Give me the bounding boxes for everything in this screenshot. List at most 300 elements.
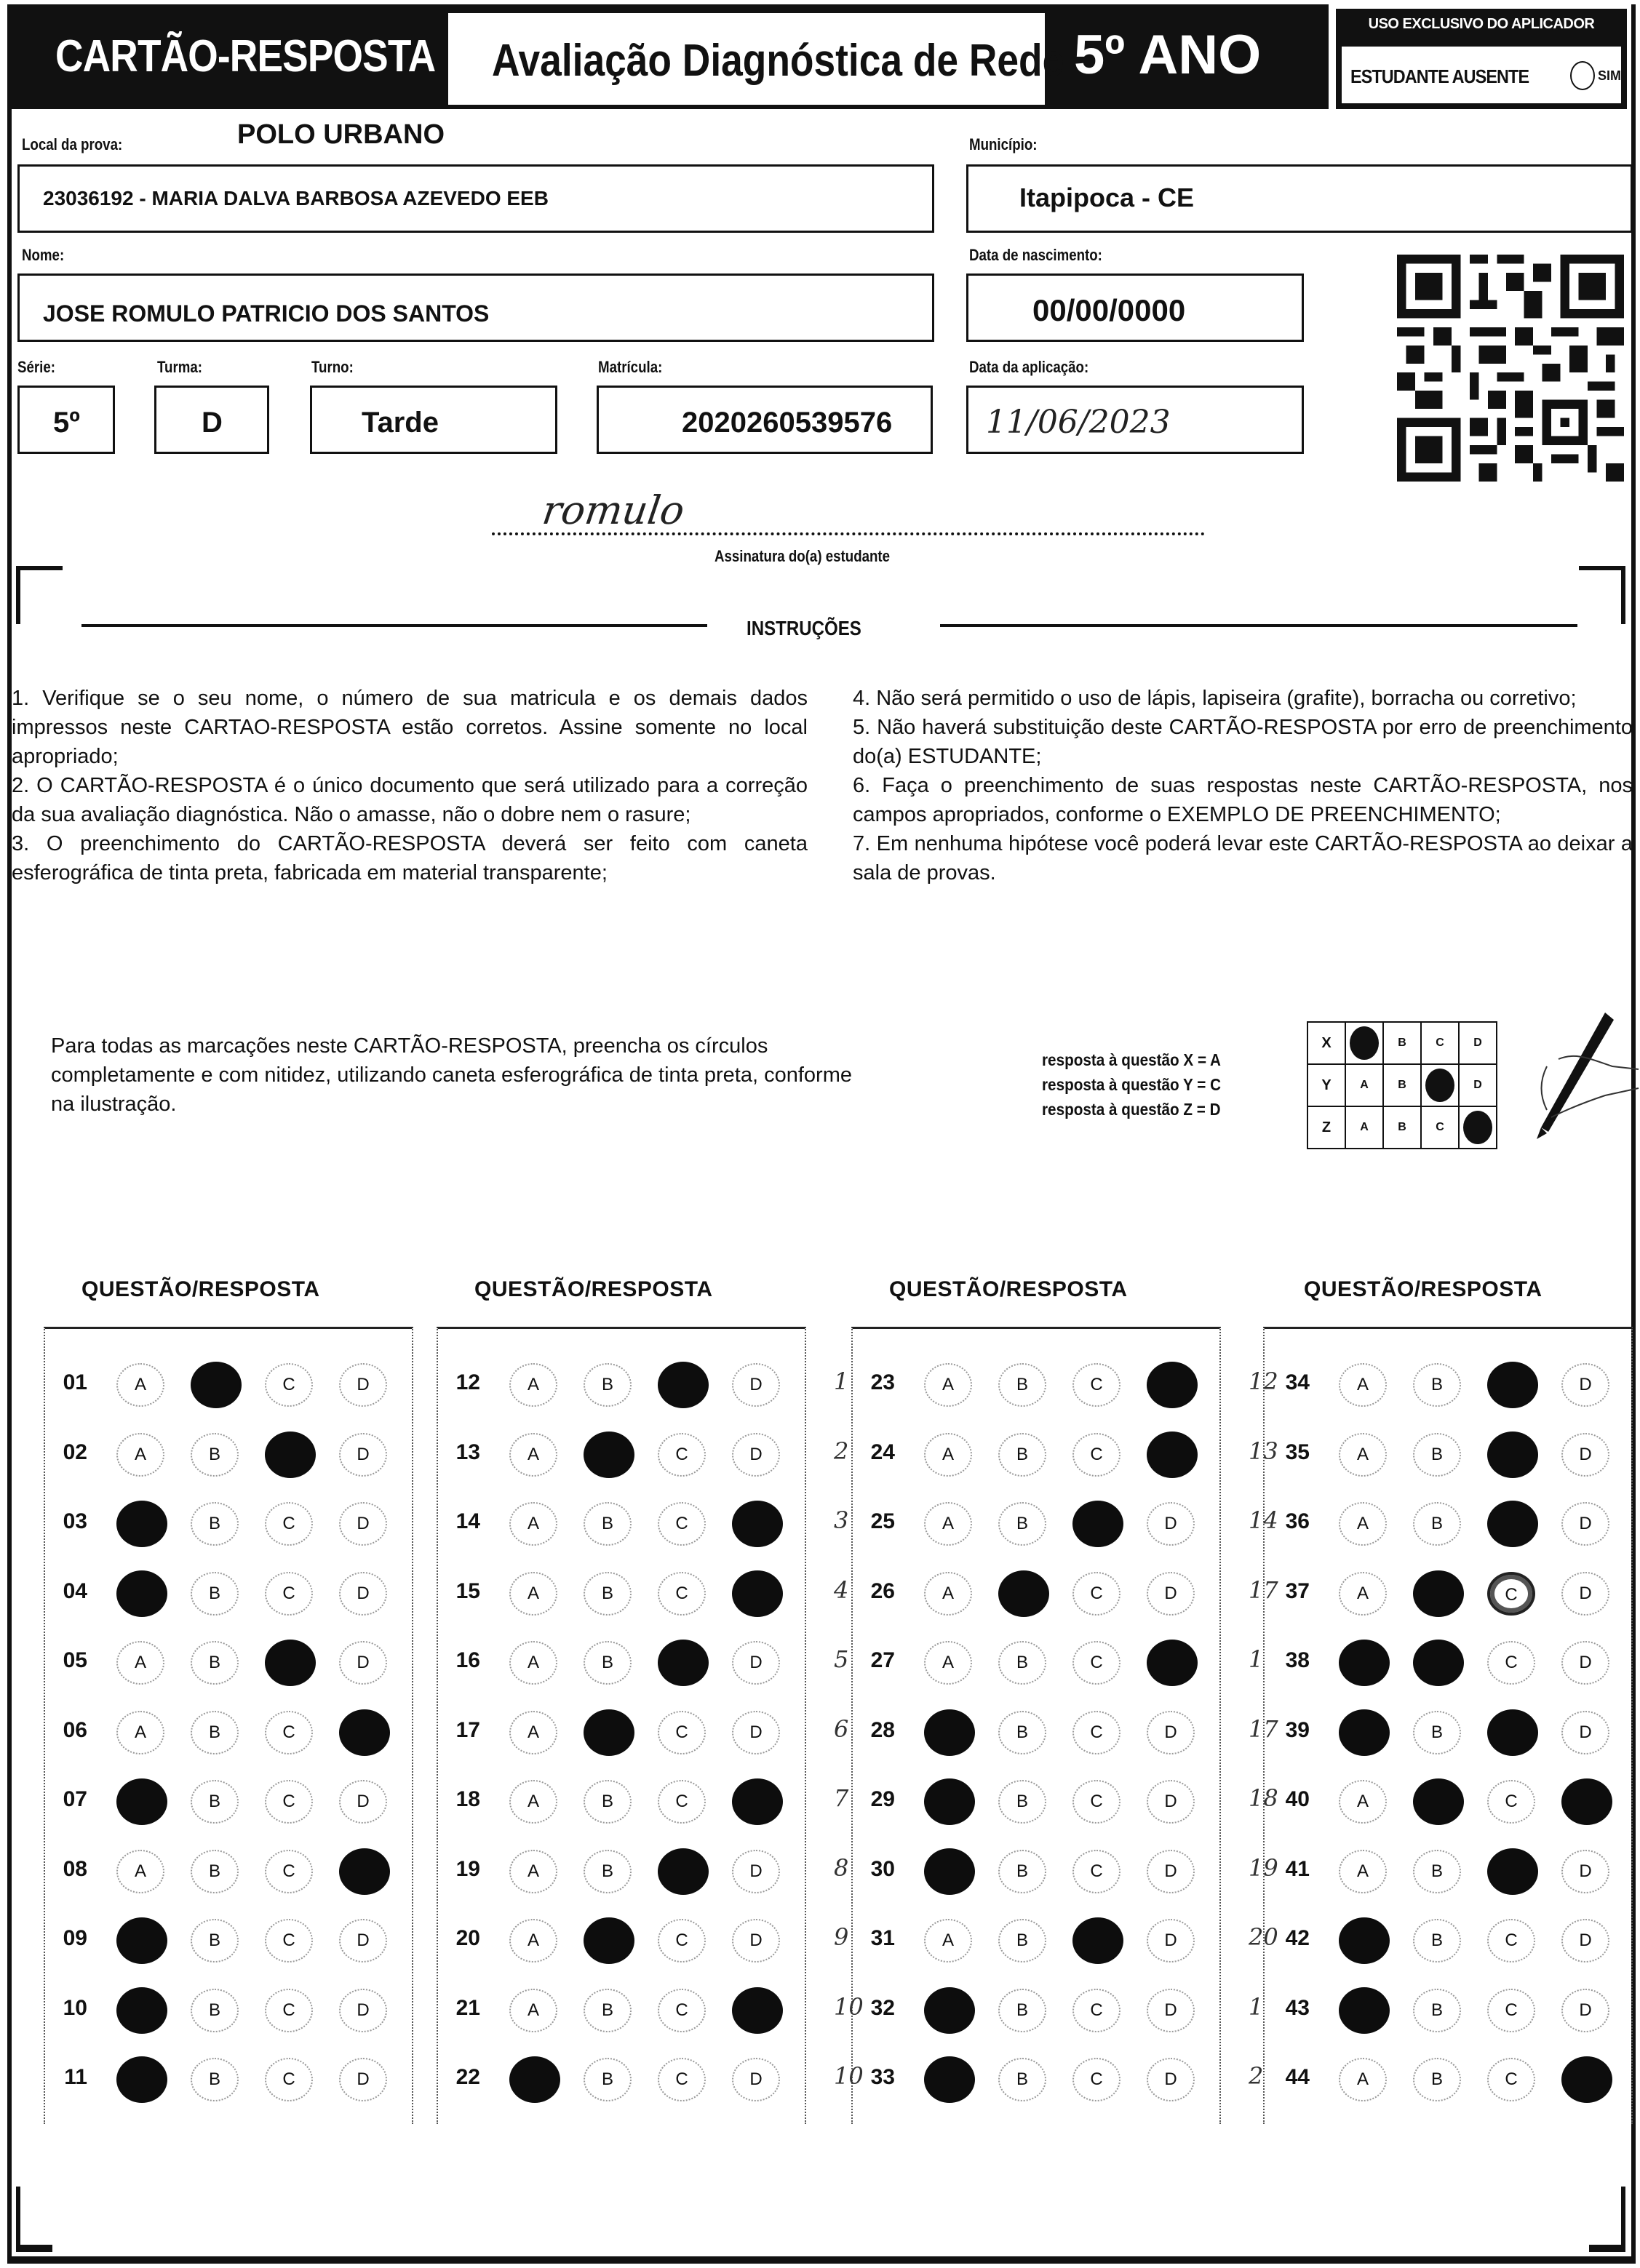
bubble-d-filled[interactable] xyxy=(1147,1432,1198,1478)
bubble-d[interactable]: D xyxy=(339,1919,387,1962)
matricula-value: 2020260539576 xyxy=(682,407,893,439)
qr-code-icon xyxy=(1397,252,1624,484)
question-row xyxy=(1249,1493,1637,1552)
bubble-b[interactable]: B xyxy=(584,1363,632,1407)
question-row xyxy=(36,1771,415,1829)
question-number: 36 xyxy=(1285,1509,1310,1533)
instruction-item: 4. Não será permitido o uso de lápis, lapiseira (grafite), borracha ou corretivo; xyxy=(853,687,1577,710)
column-header: QUESTÃO/RESPOSTA xyxy=(81,1277,320,1301)
bubble-c[interactable]: C xyxy=(1072,1363,1120,1407)
question-number: 04 xyxy=(63,1578,87,1603)
municipio-value: Itapipoca - CE xyxy=(1019,183,1195,212)
aplicacao-value: 11/06/2023 xyxy=(986,404,1171,441)
answer-sheet xyxy=(7,4,1636,2264)
bubble-d[interactable]: D xyxy=(339,1989,387,2032)
bubble-c-filled[interactable] xyxy=(265,1432,316,1478)
bubble-d[interactable]: D xyxy=(1561,1502,1609,1546)
matricula-field xyxy=(597,386,933,454)
question-row xyxy=(429,1563,808,1621)
bubble-b[interactable]: B xyxy=(998,1363,1046,1407)
question-row xyxy=(1249,1354,1637,1413)
nome-value: JOSE ROMULO PATRICIO DOS SANTOS xyxy=(43,300,490,327)
bubble-a[interactable]: A xyxy=(509,1641,557,1685)
bubble-b[interactable]: B xyxy=(998,2058,1046,2101)
bubble-a[interactable]: A xyxy=(509,1502,557,1546)
bubble-b[interactable]: B xyxy=(998,1919,1046,1962)
question-row xyxy=(429,2049,808,2107)
absent-label: ESTUDANTE AUSENTE xyxy=(1350,65,1529,87)
question-number: 33 xyxy=(870,2065,895,2089)
bubble-a[interactable]: A xyxy=(1339,1572,1387,1616)
bubble-d[interactable]: D xyxy=(732,1711,780,1754)
bubble-c[interactable]: C xyxy=(658,1433,706,1477)
bubble-b[interactable]: B xyxy=(998,1780,1046,1824)
instruction-item: 1. Verifique se o seu nome, o número de sua matricula e os demais dados impressos neste CARTAO-RESPOSTA estão corretos. Assine somente no local apropriado; xyxy=(12,687,808,768)
bubble-d[interactable]: D xyxy=(339,1363,387,1407)
bubble-c-filled[interactable] xyxy=(1487,1709,1538,1756)
bubble-a[interactable]: A xyxy=(116,1711,164,1754)
question-number: 06 xyxy=(63,1717,87,1742)
question-row xyxy=(429,1424,808,1482)
bubble-c-filled[interactable] xyxy=(658,1362,709,1408)
question-number: 02 xyxy=(63,1440,87,1464)
bubble-b[interactable]: B xyxy=(1413,1989,1461,2032)
bubble-d[interactable]: D xyxy=(1561,1433,1609,1477)
bubble-c-filled[interactable] xyxy=(1487,1501,1538,1547)
question-number: 27 xyxy=(870,1648,895,1672)
bubble-a-filled[interactable] xyxy=(116,1778,167,1825)
bubble-c[interactable]: C xyxy=(265,1850,313,1893)
bubble-a[interactable]: A xyxy=(924,1433,972,1477)
filled-dot-icon xyxy=(1463,1111,1492,1144)
example-row xyxy=(1307,1022,1497,1064)
bubble-b[interactable]: B xyxy=(191,1433,239,1477)
polo-value: POLO URBANO xyxy=(237,119,445,150)
bubble-d-filled[interactable] xyxy=(1147,1362,1198,1408)
bubble-c[interactable]: C xyxy=(1072,1572,1120,1616)
bubble-c[interactable]: C xyxy=(265,1919,313,1962)
divider xyxy=(81,624,707,627)
bubble-b[interactable]: B xyxy=(191,1989,239,2032)
bubble-b[interactable]: B xyxy=(584,1989,632,2032)
bubble-a[interactable]: A xyxy=(509,1711,557,1754)
matricula-label: Matrícula: xyxy=(598,358,663,376)
question-row xyxy=(834,1771,1222,1829)
bubble-d[interactable]: D xyxy=(339,1780,387,1824)
bubble-b-filled[interactable] xyxy=(191,1362,242,1408)
bubble-a[interactable]: A xyxy=(924,1641,972,1685)
bubble-b[interactable]: B xyxy=(1413,1363,1461,1407)
bubble-c-filled[interactable] xyxy=(658,1640,709,1686)
bubble-a[interactable]: A xyxy=(924,1919,972,1962)
bubble-d[interactable]: D xyxy=(1561,1989,1609,2032)
signature-caption: Assinatura do(a) estudante xyxy=(714,547,891,565)
corner-mark-bottom-left xyxy=(16,2187,52,2252)
question-row xyxy=(834,2049,1222,2107)
bubble-c[interactable]: C xyxy=(658,1711,706,1754)
bubble-b[interactable]: B xyxy=(191,1572,239,1616)
question-number: 08 xyxy=(63,1856,87,1881)
question-row xyxy=(834,1980,1222,2038)
bubble-c[interactable]: C xyxy=(265,1363,313,1407)
bubble-d[interactable]: D xyxy=(1561,1711,1609,1754)
bubble-d[interactable]: D xyxy=(732,1850,780,1893)
question-number: 05 xyxy=(63,1648,87,1672)
question-number: 12 xyxy=(455,1370,480,1394)
bubble-a[interactable]: A xyxy=(509,1989,557,2032)
bubble-b-filled[interactable] xyxy=(584,1432,634,1478)
municipio-field xyxy=(966,164,1633,233)
bubble-b[interactable]: B xyxy=(584,1780,632,1824)
bubble-d[interactable]: D xyxy=(732,1919,780,1962)
handwritten-number: 4 xyxy=(834,1576,849,1604)
question-row xyxy=(36,1702,415,1760)
question-number: 25 xyxy=(870,1509,895,1533)
bubble-a-filled[interactable] xyxy=(1339,1987,1390,2034)
bubble-d[interactable]: D xyxy=(339,1572,387,1616)
bubble-d[interactable]: D xyxy=(1147,1919,1195,1962)
question-number: 14 xyxy=(455,1509,480,1533)
bubble-c-filled[interactable] xyxy=(1487,1432,1538,1478)
bubble-c[interactable]: C xyxy=(658,2058,706,2101)
bubble-b[interactable]: B xyxy=(998,1433,1046,1477)
question-row xyxy=(429,1841,808,1899)
question-number: 15 xyxy=(455,1578,480,1603)
nome-label: Nome: xyxy=(22,246,65,264)
bubble-b[interactable]: B xyxy=(584,1502,632,1546)
bubble-c[interactable]: C xyxy=(265,2058,313,2101)
handwritten-number: 12 xyxy=(1249,1367,1278,1395)
bubble-a[interactable]: A xyxy=(1339,1363,1387,1407)
question-row xyxy=(429,1632,808,1690)
question-row xyxy=(834,1563,1222,1621)
bubble-d[interactable]: D xyxy=(1561,1641,1609,1685)
bubble-a[interactable]: A xyxy=(1339,1502,1387,1546)
bubble-b-filled[interactable] xyxy=(1413,1778,1464,1825)
bubble-d[interactable]: D xyxy=(1147,1572,1195,1616)
handwritten-number: 8 xyxy=(834,1853,849,1882)
question-row xyxy=(1249,2049,1637,2107)
bubble-a[interactable]: A xyxy=(116,1363,164,1407)
bubble-b-filled[interactable] xyxy=(998,1570,1049,1617)
bubble-c-filled[interactable] xyxy=(265,1640,316,1686)
bubble-d[interactable]: D xyxy=(1561,1363,1609,1407)
header-band xyxy=(12,4,1329,109)
bubble-c[interactable]: C xyxy=(1487,1641,1535,1685)
bubble-d[interactable]: D xyxy=(732,1363,780,1407)
local-label: Local da prova: xyxy=(22,135,123,153)
bubble-d[interactable]: D xyxy=(1147,1502,1195,1546)
bubble-b[interactable]: B xyxy=(584,1850,632,1893)
bubble-d-filled[interactable] xyxy=(732,1570,783,1617)
bubble-c[interactable]: C xyxy=(1072,1711,1120,1754)
bubble-a[interactable]: A xyxy=(116,1641,164,1685)
bubble-b[interactable]: B xyxy=(998,1850,1046,1893)
bubble-c[interactable]: C xyxy=(1072,2058,1120,2101)
bubble-c[interactable]: C xyxy=(1072,1780,1120,1824)
bubble-b[interactable]: B xyxy=(1413,1502,1461,1546)
example-bubble: D xyxy=(1459,1064,1497,1106)
bubble-b[interactable]: B xyxy=(998,1711,1046,1754)
bubble-c[interactable]: C xyxy=(1487,2058,1535,2101)
example-bubble: B xyxy=(1383,1064,1421,1106)
question-number: 43 xyxy=(1285,1995,1310,2020)
bubble-d[interactable]: D xyxy=(1147,1850,1195,1893)
instruction-item: 6. Faça o preenchimento de suas respostas neste CARTÃO-RESPOSTA, nos campos apropriados, conforme o EXEMPLO DE PREENCHIMENTO; xyxy=(853,774,1633,826)
question-number: 03 xyxy=(63,1509,87,1533)
question-number: 42 xyxy=(1285,1926,1310,1950)
bubble-a[interactable]: A xyxy=(116,1850,164,1893)
aplicacao-field[interactable] xyxy=(966,386,1304,454)
bubble-c-filled[interactable] xyxy=(1072,1501,1123,1547)
bubble-b[interactable]: B xyxy=(584,1641,632,1685)
bubble-a-filled[interactable] xyxy=(116,1501,167,1547)
bubble-b[interactable]: B xyxy=(1413,1433,1461,1477)
bubble-d[interactable]: D xyxy=(1561,1850,1609,1893)
bubble-c[interactable]: C xyxy=(658,1989,706,2032)
bubble-c-filled[interactable] xyxy=(1487,1362,1538,1408)
column-header: QUESTÃO/RESPOSTA xyxy=(1304,1277,1543,1301)
handwritten-number: 14 xyxy=(1249,1506,1278,1534)
nascimento-field xyxy=(966,273,1304,342)
question-row xyxy=(429,1910,808,1968)
handwritten-number: 18 xyxy=(1249,1784,1278,1812)
handwritten-number: 2 xyxy=(1249,2062,1264,2090)
bubble-c[interactable]: C xyxy=(658,1780,706,1824)
bubble-b[interactable]: B xyxy=(191,1502,239,1546)
question-number: 28 xyxy=(870,1717,895,1742)
bubble-c[interactable]: C xyxy=(265,1989,313,2032)
bubble-d-filled[interactable] xyxy=(339,1848,390,1895)
instructions-right xyxy=(853,684,1633,887)
bubble-a[interactable]: A xyxy=(1339,1780,1387,1824)
instruction-item: 7. Em nenhuma hipótese você poderá levar este CARTÃO-RESPOSTA ao deixar a sala de provas. xyxy=(853,832,1633,885)
bubble-a[interactable]: A xyxy=(509,1919,557,1962)
bubble-a-filled[interactable] xyxy=(924,1987,975,2034)
question-row xyxy=(1249,1910,1637,1968)
bubble-d[interactable]: D xyxy=(732,1433,780,1477)
question-row xyxy=(1249,1980,1637,2038)
handwritten-number: 1 xyxy=(1249,1645,1264,1673)
bubble-d[interactable]: D xyxy=(732,1641,780,1685)
handwritten-number: 20 xyxy=(1249,1923,1278,1951)
question-number: 19 xyxy=(455,1856,480,1881)
bubble-c-filled[interactable] xyxy=(1072,1917,1123,1964)
bubble-c[interactable]: C xyxy=(1072,1433,1120,1477)
bubble-c-filled[interactable] xyxy=(658,1848,709,1895)
corner-mark-top-right xyxy=(1579,566,1625,624)
bubble-d[interactable]: D xyxy=(339,2058,387,2101)
bubble-c[interactable]: C xyxy=(1487,1919,1535,1962)
bubble-a[interactable]: A xyxy=(924,1572,972,1616)
turma-label: Turma: xyxy=(157,358,202,376)
bubble-d[interactable]: D xyxy=(732,2058,780,2101)
bubble-c-filled[interactable] xyxy=(1487,1848,1538,1895)
bubble-d-filled[interactable] xyxy=(1147,1640,1198,1686)
bubble-a-filled[interactable] xyxy=(924,2056,975,2103)
bubble-d[interactable]: D xyxy=(1147,1780,1195,1824)
question-number: 34 xyxy=(1285,1370,1310,1394)
bubble-b-filled[interactable] xyxy=(1413,1570,1464,1617)
bubble-b[interactable]: B xyxy=(1413,1919,1461,1962)
bubble-c[interactable]: C xyxy=(1487,1780,1535,1824)
bubble-c[interactable]: C xyxy=(265,1572,313,1616)
bubble-c[interactable]: C xyxy=(265,1780,313,1824)
bubble-b[interactable]: B xyxy=(1413,1711,1461,1754)
bubble-b-filled[interactable] xyxy=(584,1709,634,1756)
question-number: 30 xyxy=(870,1856,895,1881)
bubble-a-filled[interactable] xyxy=(1339,1709,1390,1756)
turma-field xyxy=(154,386,269,454)
bubble-c[interactable]: C xyxy=(658,1919,706,1962)
bubble-c[interactable]: C xyxy=(265,1711,313,1754)
example-key: Z xyxy=(1307,1106,1345,1149)
example-line: resposta à questão X = A xyxy=(1042,1050,1221,1069)
bubble-a[interactable]: A xyxy=(509,1433,557,1477)
bubble-b[interactable]: B xyxy=(584,2058,632,2101)
bubble-a-filled[interactable] xyxy=(116,1987,167,2034)
question-row xyxy=(36,1632,415,1690)
question-row xyxy=(429,1702,808,1760)
example-filled-bubble xyxy=(1459,1106,1497,1149)
bubble-b[interactable]: B xyxy=(191,1780,239,1824)
bubble-a-filled[interactable] xyxy=(1339,1640,1390,1686)
bubble-a[interactable]: A xyxy=(1339,2058,1387,2101)
bubble-c[interactable]: C xyxy=(265,1502,313,1546)
bubble-d-filled[interactable] xyxy=(732,1778,783,1825)
question-row xyxy=(429,1771,808,1829)
bubble-c[interactable]: C xyxy=(658,1572,706,1616)
bubble-b[interactable]: B xyxy=(998,1502,1046,1546)
bubble-b[interactable]: B xyxy=(1413,2058,1461,2101)
question-number: 16 xyxy=(455,1648,480,1672)
bubble-d[interactable]: D xyxy=(1561,1572,1609,1616)
bubble-a[interactable]: A xyxy=(924,1363,972,1407)
bubble-d-filled[interactable] xyxy=(1561,2056,1612,2103)
exam-title: Avaliação Diagnóstica de Rede xyxy=(492,36,1064,86)
bubble-a[interactable]: A xyxy=(509,1780,557,1824)
bubble-c[interactable]: C xyxy=(1487,1989,1535,2032)
instructions-title: INSTRUÇÕES xyxy=(747,617,861,639)
bubble-d[interactable]: D xyxy=(1147,1711,1195,1754)
bubble-d[interactable]: D xyxy=(339,1641,387,1685)
bubble-a[interactable]: A xyxy=(1339,1850,1387,1893)
bubble-a[interactable]: A xyxy=(509,1363,557,1407)
bubble-b[interactable]: B xyxy=(191,1641,239,1685)
bubble-b[interactable]: B xyxy=(191,2058,239,2101)
bubble-b-filled[interactable] xyxy=(584,1917,634,1964)
question-row xyxy=(834,1702,1222,1760)
question-row xyxy=(429,1354,808,1413)
signature-line xyxy=(492,532,1205,535)
bubble-a-filled[interactable] xyxy=(924,1848,975,1895)
absent-bubble[interactable] xyxy=(1570,61,1595,90)
serie-field xyxy=(17,386,115,454)
bubble-b[interactable]: B xyxy=(1413,1850,1461,1893)
municipio-label: Município: xyxy=(969,135,1038,153)
example-key: X xyxy=(1307,1022,1345,1064)
bubble-c[interactable]: C xyxy=(1072,1850,1120,1893)
instruction-item: 2. O CARTÃO-RESPOSTA é o único documento que será utilizado para a correção da sua avaliação diagnóstica. Não o amasse, não o dobre nem o rasure; xyxy=(12,774,808,826)
handwritten-number: 1 xyxy=(834,1367,849,1395)
bubble-a[interactable]: A xyxy=(509,1850,557,1893)
question-number: 09 xyxy=(63,1926,87,1950)
bubble-b-filled[interactable] xyxy=(1413,1640,1464,1686)
corner-mark-bottom-right xyxy=(1589,2187,1625,2252)
bubble-c[interactable]: C xyxy=(1072,1989,1120,2032)
bubble-a-filled[interactable] xyxy=(1339,1917,1390,1964)
bubble-b[interactable]: B xyxy=(998,1989,1046,2032)
question-number: 35 xyxy=(1285,1440,1310,1464)
bubble-a-filled[interactable] xyxy=(509,2056,560,2103)
question-row xyxy=(36,1424,415,1482)
bubble-d-filled[interactable] xyxy=(732,1987,783,2034)
bubble-a[interactable]: A xyxy=(116,1433,164,1477)
question-number: 41 xyxy=(1285,1856,1310,1881)
question-row xyxy=(36,2049,415,2107)
bubble-c[interactable]: C xyxy=(1072,1641,1120,1685)
bubble-a[interactable]: A xyxy=(509,1572,557,1616)
bubble-a-filled[interactable] xyxy=(116,1917,167,1964)
bubble-c[interactable]: C xyxy=(1487,1572,1535,1616)
bubble-d[interactable]: D xyxy=(1147,2058,1195,2101)
question-number: 17 xyxy=(455,1717,480,1742)
bubble-d[interactable]: D xyxy=(339,1502,387,1546)
question-number: 01 xyxy=(63,1370,87,1394)
bubble-b[interactable]: B xyxy=(191,1850,239,1893)
question-number: 32 xyxy=(870,1995,895,2020)
question-row xyxy=(36,1980,415,2038)
question-number: 10 xyxy=(63,1995,87,2020)
bubble-d[interactable]: D xyxy=(1561,1919,1609,1962)
bubble-b[interactable]: B xyxy=(191,1711,239,1754)
bubble-a[interactable]: A xyxy=(1339,1433,1387,1477)
filled-dot-icon xyxy=(1425,1069,1454,1102)
bubble-d[interactable]: D xyxy=(339,1433,387,1477)
bubble-a-filled[interactable] xyxy=(924,1778,975,1825)
question-row xyxy=(1249,1702,1637,1760)
bubble-a-filled[interactable] xyxy=(116,2056,167,2103)
bubble-a-filled[interactable] xyxy=(116,1570,167,1617)
example-bubble: C xyxy=(1421,1022,1459,1064)
serie-value: 5º xyxy=(53,407,80,439)
applicator-box xyxy=(1336,9,1627,109)
bubble-c[interactable]: C xyxy=(658,1502,706,1546)
question-number: 38 xyxy=(1285,1648,1310,1672)
bubble-b[interactable]: B xyxy=(584,1572,632,1616)
bubble-a[interactable]: A xyxy=(924,1502,972,1546)
nascimento-label: Data de nascimento: xyxy=(969,246,1102,264)
question-number: 11 xyxy=(64,2065,87,2089)
bubble-d-filled[interactable] xyxy=(1561,1778,1612,1825)
bubble-b[interactable]: B xyxy=(191,1919,239,1962)
applicator-title: USO EXCLUSIVO DO APLICADOR xyxy=(1368,16,1595,32)
bubble-d-filled[interactable] xyxy=(339,1709,390,1756)
bubble-a-filled[interactable] xyxy=(924,1709,975,1756)
question-row xyxy=(1249,1563,1637,1621)
bubble-d[interactable]: D xyxy=(1147,1989,1195,2032)
example-row xyxy=(1307,1106,1497,1149)
nome-field xyxy=(17,273,934,342)
bubble-d-filled[interactable] xyxy=(732,1501,783,1547)
bubble-b[interactable]: B xyxy=(998,1641,1046,1685)
example-bubble: A xyxy=(1345,1106,1383,1149)
handwritten-number: 2 xyxy=(834,1437,849,1465)
question-number: 44 xyxy=(1285,2065,1310,2089)
serie-label: Série: xyxy=(17,358,55,376)
absent-field xyxy=(1340,45,1623,105)
handwritten-number: 5 xyxy=(834,1645,849,1673)
